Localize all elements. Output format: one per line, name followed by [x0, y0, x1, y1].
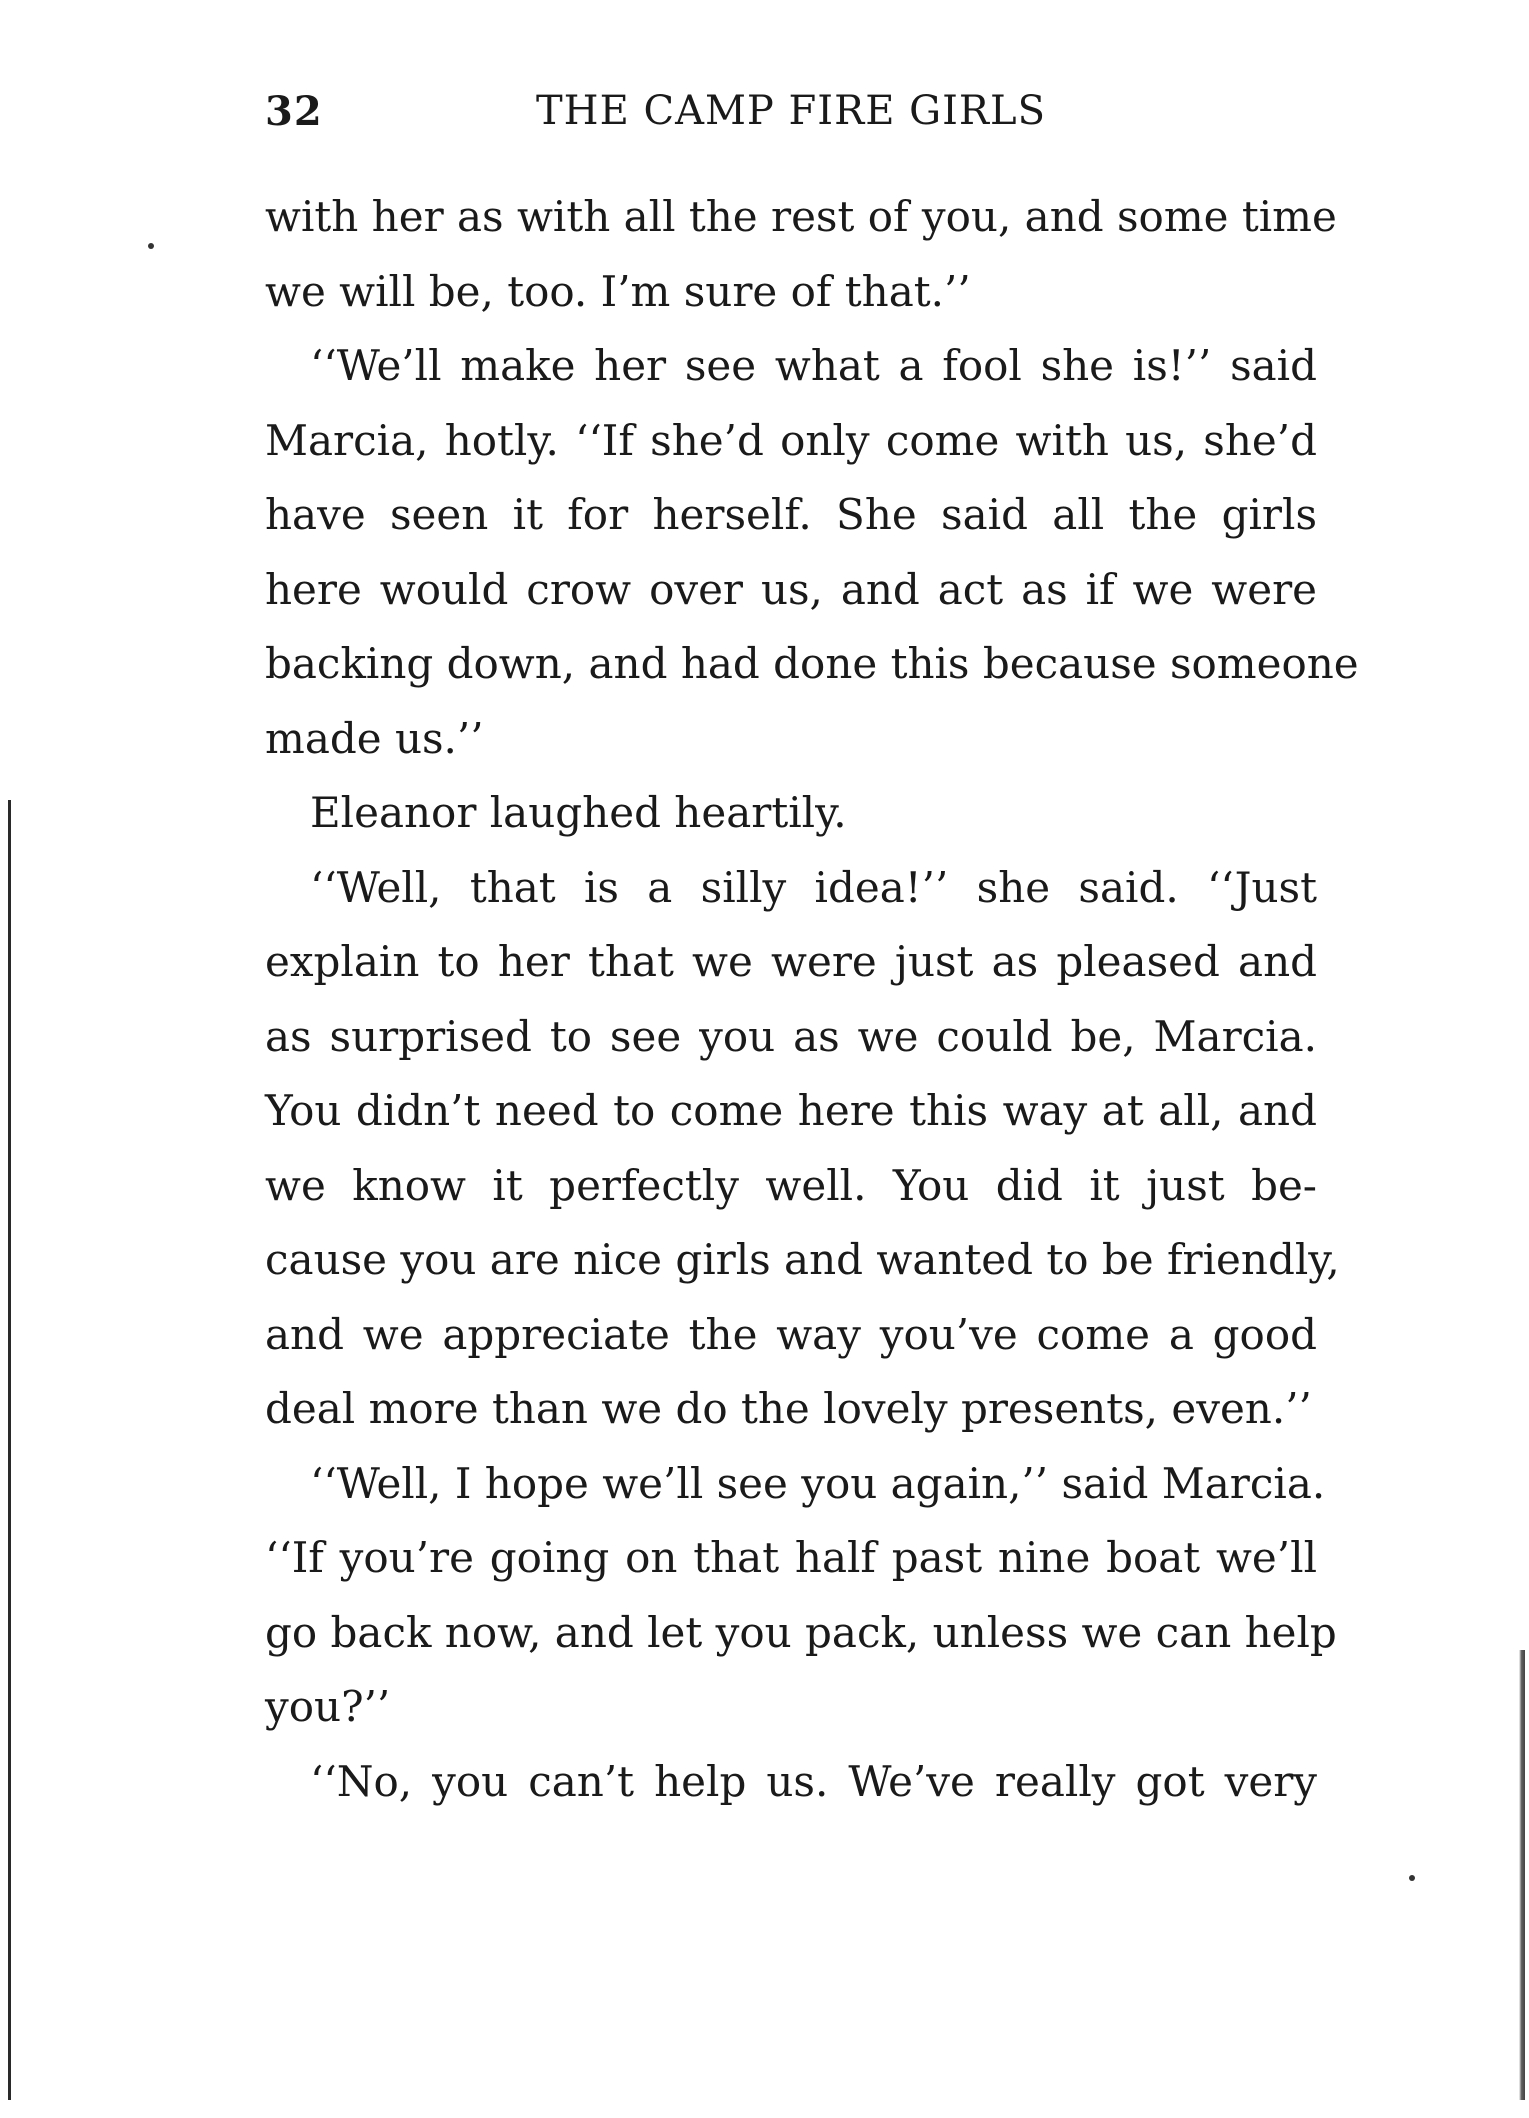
body-text: [265, 180, 1359, 1819]
text-line: made us.’’: [265, 713, 484, 763]
text-line: ‘‘If you’re going on that half past nine boat we’ll: [265, 1533, 1317, 1582]
text-line: ‘‘Well, I hope we’ll see you again,’’ said Marcia.: [310, 1458, 1326, 1508]
text-line: deal more than we do the lovely presents, even.’’: [265, 1384, 1312, 1433]
text-line: we know it perfectly well. You did it just be-: [265, 1160, 1317, 1210]
scan-edge-right: [1519, 1650, 1525, 2100]
ink-speck: [1409, 1875, 1415, 1881]
running-head: [265, 88, 1317, 144]
ink-speck: [148, 243, 154, 249]
text-line: have seen it for herself. She said all the girls: [265, 490, 1317, 539]
text-line: go back now, and let you pack, unless we can help: [265, 1607, 1337, 1657]
scan-edge-left: [8, 800, 11, 2100]
text-line: ‘‘We’ll make her see what a fool she is!’’ said: [310, 341, 1317, 390]
text-line: with her as with all the rest of you, and some time: [265, 192, 1337, 241]
text-line: and we appreciate the way you’ve come a good: [265, 1309, 1317, 1359]
text-line: Eleanor laughed heartily.: [310, 788, 847, 837]
running-title: THE CAMP FIRE GIRLS: [536, 88, 1046, 134]
text-line: You didn’t need to come here this way at all, and: [265, 1086, 1317, 1135]
page-number: 32: [265, 88, 323, 135]
text-line: you?’’: [265, 1682, 391, 1731]
text-line: as surprised to see you as we could be, Marcia.: [265, 1011, 1317, 1061]
text-line: we will be, too. I’m sure of that.’’: [265, 266, 971, 316]
text-line: ‘‘Well, that is a silly idea!’’ she said. ‘‘Just: [310, 862, 1317, 912]
text-line: cause you are nice girls and wanted to be friendly,: [265, 1235, 1340, 1284]
text-line: Marcia, hotly. ‘‘If she’d only come with us, she’d: [265, 415, 1317, 465]
text-line: backing down, and had done this because someone: [265, 639, 1359, 688]
text-line: ‘‘No, you can’t help us. We’ve really got very: [310, 1756, 1317, 1806]
text-line: here would crow over us, and act as if we were: [265, 564, 1317, 614]
text-line: explain to her that we were just as pleased and: [265, 937, 1317, 986]
